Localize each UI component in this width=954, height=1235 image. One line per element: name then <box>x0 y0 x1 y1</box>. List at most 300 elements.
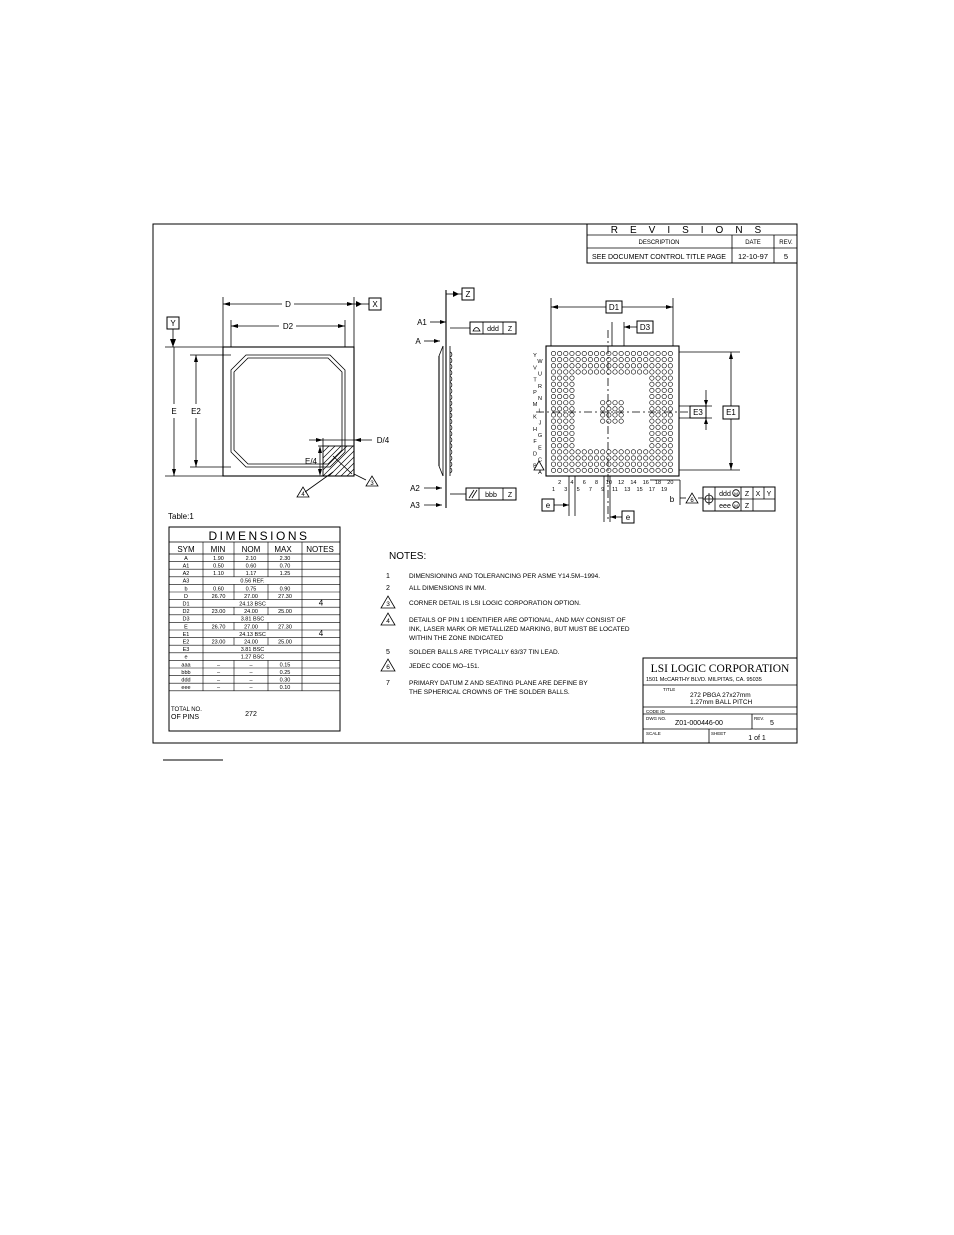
solder-ball <box>625 364 629 368</box>
solder-ball <box>668 407 672 411</box>
solder-ball <box>656 468 660 472</box>
solder-ball <box>662 462 666 466</box>
solder-ball <box>557 407 561 411</box>
solder-ball <box>668 444 672 448</box>
solder-ball <box>551 468 555 472</box>
solder-ball <box>607 351 611 355</box>
solder-ball <box>668 413 672 417</box>
solder-ball <box>619 450 623 454</box>
solder-ball <box>551 450 555 454</box>
solder-ball <box>656 351 660 355</box>
solder-ball <box>551 407 555 411</box>
revisions-rev: 5 <box>783 252 789 261</box>
solder-ball <box>619 351 623 355</box>
solder-ball <box>662 357 666 361</box>
rev-value: 5 <box>770 720 774 727</box>
solder-ball <box>656 425 660 429</box>
dim-row-value: – <box>216 669 221 676</box>
row-letter: U <box>538 371 542 378</box>
row-letters <box>533 353 544 476</box>
dim-header-min: MIN <box>210 545 226 554</box>
solder-ball <box>619 413 623 417</box>
dim-row-sym: ddd <box>181 677 191 684</box>
solder-ball <box>631 456 635 460</box>
solder-ball <box>570 437 574 441</box>
dim-row-value: 27.30 <box>278 593 292 600</box>
column-number: 17 <box>648 487 655 493</box>
dim-row-sym: D3 <box>182 616 190 623</box>
solder-ball <box>594 456 598 460</box>
solder-ball <box>644 462 648 466</box>
solder-ball <box>594 351 598 355</box>
dim-row-value: 25.00 <box>278 609 292 616</box>
dim-row-value: – <box>216 685 221 692</box>
solder-ball <box>576 462 580 466</box>
dim-row-value: 0.50 <box>213 563 224 570</box>
solder-ball <box>601 419 605 423</box>
column-number: 14 <box>630 480 637 486</box>
dim-d1-label: D1 <box>608 303 620 312</box>
dim-d3-label: D3 <box>639 323 651 332</box>
solder-ball <box>564 419 568 423</box>
solder-ball <box>607 357 611 361</box>
dim-row-value: 26.70 <box>211 624 226 631</box>
dim-row-value: 0.56 REF. <box>240 578 265 585</box>
solder-ball <box>551 462 555 466</box>
notes-title: NOTES: <box>389 551 427 562</box>
solder-ball <box>594 357 598 361</box>
revisions-header-date: DATE <box>745 240 761 246</box>
solder-ball <box>637 370 641 374</box>
column-number: 7 <box>588 487 592 493</box>
total-label-1: TOTAL NO. <box>171 707 202 713</box>
solder-ball <box>625 357 629 361</box>
dim-row-sym: D2 <box>182 609 190 616</box>
solder-ball <box>557 419 561 423</box>
solder-ball <box>601 370 605 374</box>
dim-header-notes: NOTES <box>306 545 334 554</box>
solder-ball <box>613 456 617 460</box>
dim-row-sym: b <box>184 586 188 593</box>
solder-ball <box>570 444 574 448</box>
solder-ball <box>570 388 574 392</box>
solder-ball <box>576 456 580 460</box>
solder-ball <box>570 419 574 423</box>
bottom-view <box>533 298 775 523</box>
solder-ball <box>570 357 574 361</box>
solder-ball <box>650 388 654 392</box>
dim-row-value: – <box>249 662 253 669</box>
dim-row-sym: E <box>184 624 188 631</box>
solder-ball <box>601 462 605 466</box>
dim-row-value: 23.00 <box>211 609 226 616</box>
solder-ball <box>644 450 648 454</box>
solder-ball <box>668 357 672 361</box>
solder-ball <box>662 407 666 411</box>
solder-ball <box>570 468 574 472</box>
dim-row-sym: A2 <box>182 571 190 578</box>
solder-ball <box>637 357 641 361</box>
solder-ball <box>650 437 654 441</box>
solder-ball <box>570 456 574 460</box>
solder-ball <box>551 364 555 368</box>
dim-row-sym: A1 <box>182 563 190 570</box>
row-letter: D <box>533 451 537 458</box>
solder-ball <box>613 357 617 361</box>
dim-row-note: 4 <box>318 628 324 638</box>
dim-e2-label: E2 <box>191 407 201 416</box>
solder-ball <box>607 468 611 472</box>
dim-e-label: E <box>171 407 177 416</box>
solder-ball <box>656 413 660 417</box>
solder-ball <box>619 364 623 368</box>
solder-ball <box>601 407 605 411</box>
solder-ball <box>662 450 666 454</box>
solder-ball <box>668 394 672 398</box>
solder-ball <box>619 370 623 374</box>
solder-ball <box>656 431 660 435</box>
solder-ball <box>650 413 654 417</box>
bottom-fcf2-value: eee <box>719 503 731 510</box>
column-number: 8 <box>595 480 599 486</box>
column-number: 2 <box>558 480 562 486</box>
dim-row-value: 0.15 <box>279 662 291 669</box>
row-letter: Y <box>533 353 537 359</box>
dim-row-value: – <box>216 662 221 669</box>
solder-ball <box>607 401 611 405</box>
solder-ball <box>644 364 648 368</box>
solder-ball <box>551 394 555 398</box>
note-text: DETAILS OF PIN 1 IDENTIFIER ARE OPTIONAL, AND MAY CONSIST OF <box>409 617 626 624</box>
table-label: Table:1 <box>168 512 194 521</box>
solder-ball <box>631 468 635 472</box>
column-number: 19 <box>661 487 668 493</box>
note-text: JEDEC CODE MO–151. <box>409 663 480 670</box>
solder-ball <box>631 450 635 454</box>
solder-ball <box>644 370 648 374</box>
solder-ball <box>650 419 654 423</box>
revisions-description: SEE DOCUMENT CONTROL TITLE PAGE <box>592 254 726 261</box>
solder-ball <box>557 401 561 405</box>
note-text: ALL DIMENSIONS IN MM. <box>409 585 487 592</box>
row-letter: G <box>537 432 543 439</box>
solder-ball <box>588 357 592 361</box>
solder-ball <box>588 462 592 466</box>
company-address: 1501 McCARTHY BLVD. MILPITAS, CA. 95035 <box>646 677 762 683</box>
solder-ball <box>662 437 666 441</box>
solder-ball <box>607 456 611 460</box>
solder-ball <box>662 382 666 386</box>
note-text: CORNER DETAIL IS LSI LOGIC CORPORATION OPTION. <box>409 600 581 607</box>
solder-ball <box>570 407 574 411</box>
dim-row-value: 27.00 <box>244 593 258 600</box>
solder-ball <box>656 456 660 460</box>
note-number: 7 <box>386 680 390 687</box>
column-number: 20 <box>667 480 674 486</box>
column-number: 3 <box>564 487 568 493</box>
solder-ball <box>607 413 611 417</box>
row-letter: L <box>538 408 542 415</box>
dim-a-label: A <box>415 337 421 346</box>
notes-list <box>381 573 630 696</box>
column-numbers <box>552 480 673 493</box>
solder-ball <box>656 401 660 405</box>
column-number: 10 <box>605 480 612 486</box>
dim-row-value: 24.00 <box>244 609 258 616</box>
solder-ball <box>650 462 654 466</box>
solder-ball <box>619 407 623 411</box>
dim-row-value: – <box>249 685 253 692</box>
solder-ball <box>625 370 629 374</box>
dimensions-title: DIMENSIONS <box>208 529 310 543</box>
solder-ball <box>570 431 574 435</box>
solder-ball <box>564 468 568 472</box>
dim-row-sym: aaa <box>181 662 191 669</box>
solder-ball <box>564 376 568 380</box>
solder-ball <box>557 462 561 466</box>
solder-ball <box>650 401 654 405</box>
solder-ball <box>668 370 672 374</box>
solder-ball <box>570 364 574 368</box>
column-number: 18 <box>654 480 662 486</box>
solder-ball <box>668 351 672 355</box>
dim-row-value: 1.27 BSC <box>240 654 265 661</box>
column-number: 16 <box>642 480 649 486</box>
note-number: 1 <box>386 573 390 580</box>
solder-ball <box>564 425 568 429</box>
solder-ball <box>662 431 666 435</box>
solder-ball <box>644 351 648 355</box>
solder-ball <box>564 364 568 368</box>
dim-e-pitch-label-left: e <box>545 501 551 510</box>
solder-ball <box>551 357 555 361</box>
solder-ball <box>668 450 672 454</box>
row-letter: W <box>537 359 543 366</box>
solder-ball <box>613 364 617 368</box>
column-number: 5 <box>576 487 580 493</box>
solder-ball <box>564 382 568 386</box>
solder-ball <box>650 407 654 411</box>
dim-e3-label: E3 <box>693 408 703 417</box>
solder-ball <box>551 351 555 355</box>
solder-ball <box>668 376 672 380</box>
dim-row-value: 24.13 BSC <box>239 631 266 638</box>
solder-ball <box>601 357 605 361</box>
revisions-title: REVISIONS <box>610 225 774 236</box>
bottom-fcf1-datum-z: Z <box>744 491 750 498</box>
dim-row-value: 27.30 <box>278 624 292 631</box>
revisions-header-rev: REV. <box>779 240 793 246</box>
solder-ball <box>656 419 660 423</box>
solder-ball <box>668 382 672 386</box>
dim-row-sym: D <box>184 593 188 600</box>
solder-ball <box>576 370 580 374</box>
solder-ball <box>656 407 660 411</box>
column-number: 9 <box>601 487 605 493</box>
solder-ball <box>619 401 623 405</box>
solder-ball <box>582 351 586 355</box>
solder-ball <box>650 351 654 355</box>
solder-ball <box>662 364 666 368</box>
solder-ball <box>582 357 586 361</box>
solder-ball <box>557 351 561 355</box>
solder-ball <box>625 351 629 355</box>
solder-ball <box>662 425 666 429</box>
solder-ball <box>557 425 561 429</box>
solder-ball <box>656 394 660 398</box>
note-text: DIMENSIONING AND TOLERANCING PER ASME Y14.5M–1994. <box>409 573 601 580</box>
dim-d-label: D <box>285 300 291 309</box>
solder-ball <box>613 370 617 374</box>
solder-ball <box>625 456 629 460</box>
solder-ball <box>557 388 561 392</box>
solder-ball <box>650 450 654 454</box>
solder-ball <box>551 425 555 429</box>
row-letter: H <box>533 426 537 433</box>
row-letter: F <box>533 439 537 446</box>
bottom-fcf1-datum-y: Y <box>766 491 772 498</box>
solder-ball <box>619 456 623 460</box>
rev-label: REV. <box>754 716 765 721</box>
solder-ball <box>582 450 586 454</box>
dim-a3-label: A3 <box>410 501 420 510</box>
solder-ball <box>557 382 561 386</box>
solder-ball <box>551 401 555 405</box>
solder-ball <box>601 450 605 454</box>
solder-ball <box>637 462 641 466</box>
solder-ball <box>551 370 555 374</box>
solder-ball <box>564 450 568 454</box>
solder-ball <box>668 437 672 441</box>
solder-ball <box>650 431 654 435</box>
dim-row-sym: e <box>184 654 188 661</box>
solder-ball <box>582 468 586 472</box>
dim-e4-label: E/4 <box>304 457 318 466</box>
total-label-2: OF PINS <box>171 714 200 721</box>
note-text: PRIMARY DATUM Z AND SEATING PLANE ARE DEFINE BY <box>409 680 588 687</box>
dim-header-nom: NOM <box>241 545 261 554</box>
solder-ball <box>619 357 623 361</box>
solder-ball <box>582 370 586 374</box>
dwg-no-label: DWG NO. <box>646 716 667 721</box>
side-fcf-top-value: ddd <box>487 326 499 333</box>
solder-ball <box>551 431 555 435</box>
row-letter: M <box>532 402 538 409</box>
solder-ball <box>601 468 605 472</box>
dim-e-pitch-label-right: e <box>625 513 631 522</box>
solder-ball <box>650 376 654 380</box>
solder-ball <box>564 456 568 460</box>
solder-ball <box>588 450 592 454</box>
solder-ball <box>576 450 580 454</box>
row-letter: C <box>538 457 542 464</box>
solder-ball <box>588 364 592 368</box>
solder-ball <box>644 468 648 472</box>
solder-ball <box>650 394 654 398</box>
solder-ball <box>619 462 623 466</box>
solder-ball <box>588 351 592 355</box>
dwg-no-value: Z01-000446-00 <box>675 720 723 727</box>
solder-ball <box>564 437 568 441</box>
solder-ball <box>564 462 568 466</box>
solder-ball <box>551 376 555 380</box>
solder-ball <box>551 382 555 386</box>
dim-a2-label: A2 <box>410 484 420 493</box>
solder-ball <box>668 401 672 405</box>
solder-ball <box>644 357 648 361</box>
solder-ball <box>557 364 561 368</box>
top-note-3-marker: 3 <box>370 481 374 487</box>
solder-ball <box>557 431 561 435</box>
solder-ball <box>625 468 629 472</box>
solder-ball <box>668 364 672 368</box>
note-number: 2 <box>386 585 390 592</box>
mold-cap-outline <box>231 355 345 467</box>
solder-ball <box>662 376 666 380</box>
dim-row-value: 1.90 <box>213 555 224 562</box>
title-block <box>643 658 797 743</box>
solder-ball <box>601 364 605 368</box>
row-letter: V <box>533 365 537 372</box>
solder-ball <box>570 425 574 429</box>
solder-ball <box>551 456 555 460</box>
dim-d2-label: D2 <box>282 322 294 331</box>
dim-row-value: 0.10 <box>279 685 291 692</box>
column-number: 1 <box>551 487 556 493</box>
solder-ball <box>656 450 660 454</box>
solder-ball <box>551 419 555 423</box>
row-letter: E <box>538 445 542 452</box>
dim-row-value: 0.90 <box>279 586 291 593</box>
solder-ball <box>588 456 592 460</box>
solder-ball <box>564 388 568 392</box>
solder-ball <box>668 425 672 429</box>
bottom-fcf1-datum-x: X <box>755 491 761 498</box>
dim-row-value: 23.00 <box>211 639 226 646</box>
row-letter: P <box>533 389 537 396</box>
solder-ball <box>570 450 574 454</box>
dim-row-sym: eee <box>181 685 191 692</box>
dim-row-value: – <box>249 669 253 676</box>
solder-ball <box>588 370 592 374</box>
solder-ball <box>564 401 568 405</box>
solder-ball <box>607 462 611 466</box>
total-pins-value: 272 <box>245 711 257 718</box>
solder-ball <box>564 431 568 435</box>
solder-ball <box>650 370 654 374</box>
solder-ball <box>557 394 561 398</box>
solder-ball <box>594 450 598 454</box>
dim-a1-label: A1 <box>417 318 427 327</box>
dim-row-value: – <box>216 677 221 684</box>
solder-ball <box>656 382 660 386</box>
column-number: 4 <box>570 480 574 486</box>
solder-ball <box>613 351 617 355</box>
revisions-date: 12-10-97 <box>737 252 769 261</box>
solder-ball <box>570 401 574 405</box>
solder-ball <box>582 364 586 368</box>
solder-ball <box>564 351 568 355</box>
solder-ball <box>613 413 617 417</box>
solder-ball <box>631 364 635 368</box>
note-text: SOLDER BALLS ARE TYPICALLY 63/37 TIN LEAD. <box>409 649 560 656</box>
dim-row-value: 3.81 BSC <box>240 647 265 654</box>
solder-ball <box>582 456 586 460</box>
solder-ball <box>637 450 641 454</box>
solder-ball <box>613 401 617 405</box>
solder-ball <box>662 444 666 448</box>
solder-ball <box>662 370 666 374</box>
